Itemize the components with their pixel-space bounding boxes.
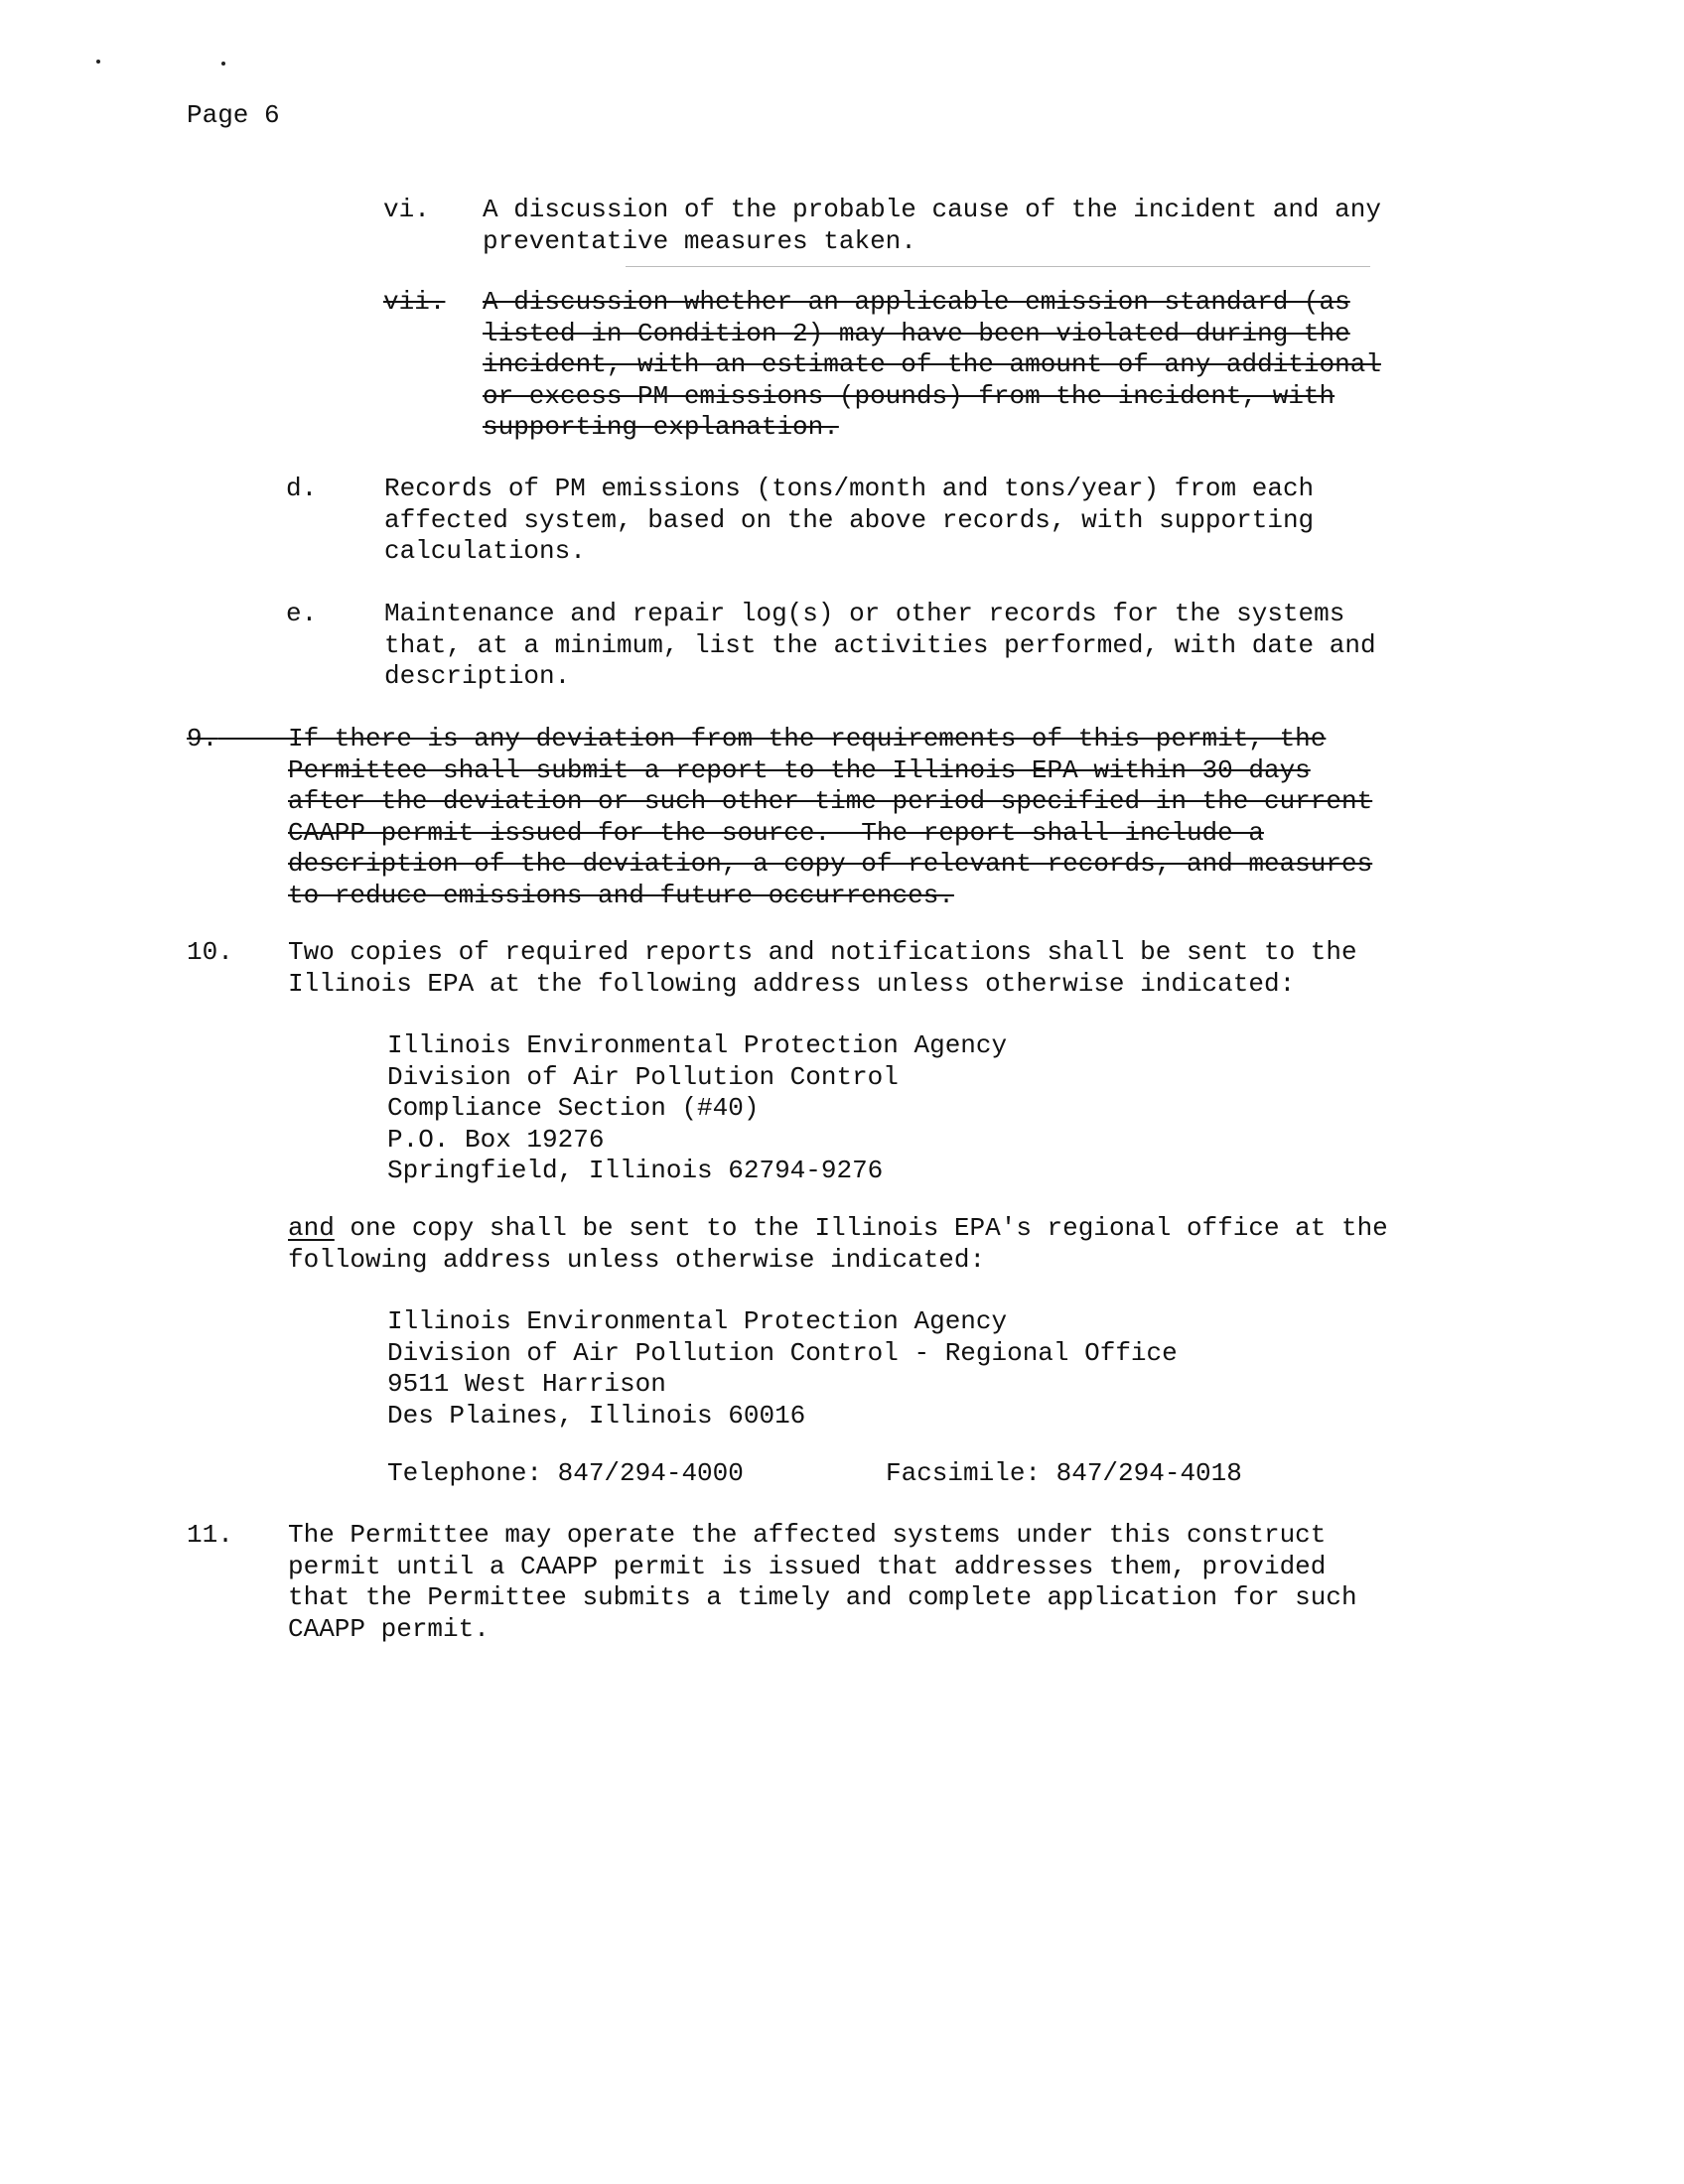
item-d-marker: d. [286,474,318,503]
text-line: description. [384,661,571,691]
telephone: Telephone: 847/294-4000 [387,1458,744,1488]
text-line: Maintenance and repair log(s) or other records for the systems [384,599,1345,628]
text-line: incident, with an estimate of the amount of any additional [483,349,1381,379]
page-label: Page 6 [187,100,280,130]
item-11-text [288,1520,1357,1645]
text-line: CAAPP permit. [288,1613,490,1644]
item-vi-marker: vi. [383,195,430,224]
address-springfield [387,1030,1007,1187]
item-e-text [384,599,1376,693]
text-run: one copy shall be sent to the Illinois EPA's regional office at the [334,1213,1388,1243]
scan-speck [96,60,100,64]
text-line: permit until a CAAPP permit is issued that addresses them, provided [288,1551,1327,1581]
facsimile: Facsimile: 847/294-4018 [886,1458,1242,1488]
item-vii-marker: vii. [383,287,446,317]
text-line: CAAPP permit issued for the source. The report shall include a [288,817,1264,848]
address-line: P.O. Box 19276 [387,1124,605,1155]
item-d-text [384,474,1314,568]
text-line: or excess PM emissions (pounds) from the incident, with [483,380,1335,411]
item-10-text [288,937,1357,1000]
item-e-marker: e. [286,599,318,628]
item-9-marker [187,724,286,755]
item-vi-text [483,195,1381,257]
text-line: Two copies of required reports and notifications shall be sent to the [288,937,1357,967]
text-line: after the deviation or such other time period specified in the current [288,786,1373,816]
address-line: Illinois Environmental Protection Agency [387,1030,1008,1060]
text-line: to reduce emissions and future occurrences. [288,880,954,910]
scan-speck [221,62,225,66]
text-line: listed in Condition 2) may have been violated during the [483,318,1350,348]
text-line: affected system, based on the above records, with supporting [384,504,1315,535]
text-line: Permittee shall submit a report to the Illinois EPA within 30 days [288,754,1311,785]
text-line: following address unless otherwise indicated: [288,1244,986,1275]
and-underlined: and [288,1213,335,1243]
text-line [288,1213,1388,1245]
address-line: Springfield, Illinois 62794-9276 [387,1156,884,1185]
text-line: If there is any deviation from the requirements of this permit, the [288,724,1327,753]
text-line: A discussion of the probable cause of the incident and any [483,195,1381,224]
address-line: Division of Air Pollution Control [387,1061,899,1092]
address-line: Des Plaines, Illinois 60016 [387,1400,806,1431]
address-line: Illinois Environmental Protection Agency [387,1306,1008,1336]
address-line: Division of Air Pollution Control - Regional Office [387,1337,1178,1368]
item-vii-text [483,287,1381,444]
item-10-marker: 10. [187,937,233,967]
address-des-plaines [387,1306,1178,1432]
address-line: 9511 West Harrison [387,1369,666,1399]
text-line: preventative measures taken. [483,225,916,256]
text-line: description of the deviation, a copy of relevant records, and measures [288,849,1373,879]
text-line: supporting explanation. [483,412,839,442]
address-line: Compliance Section (#40) [387,1093,760,1123]
text-line: calculations. [384,536,586,566]
text-line: Illinois EPA at the following address unless otherwise indicated: [288,968,1296,999]
text-line: A discussion whether an applicable emission standard (as [483,287,1350,317]
item-9-marker-text: 9. [187,724,218,753]
regional-office-paragraph [288,1213,1388,1276]
text-line: Records of PM emissions (tons/month and tons/year) from each [384,474,1315,503]
text-line: The Permittee may operate the affected systems under this construct [288,1520,1327,1550]
scan-artifact-line [626,266,1370,267]
item-9-text [288,724,1372,911]
text-line: that, at a minimum, list the activities performed, with date and [384,629,1376,660]
text-line: that the Permittee submits a timely and complete application for such [288,1582,1357,1612]
item-11-marker: 11. [187,1520,233,1550]
